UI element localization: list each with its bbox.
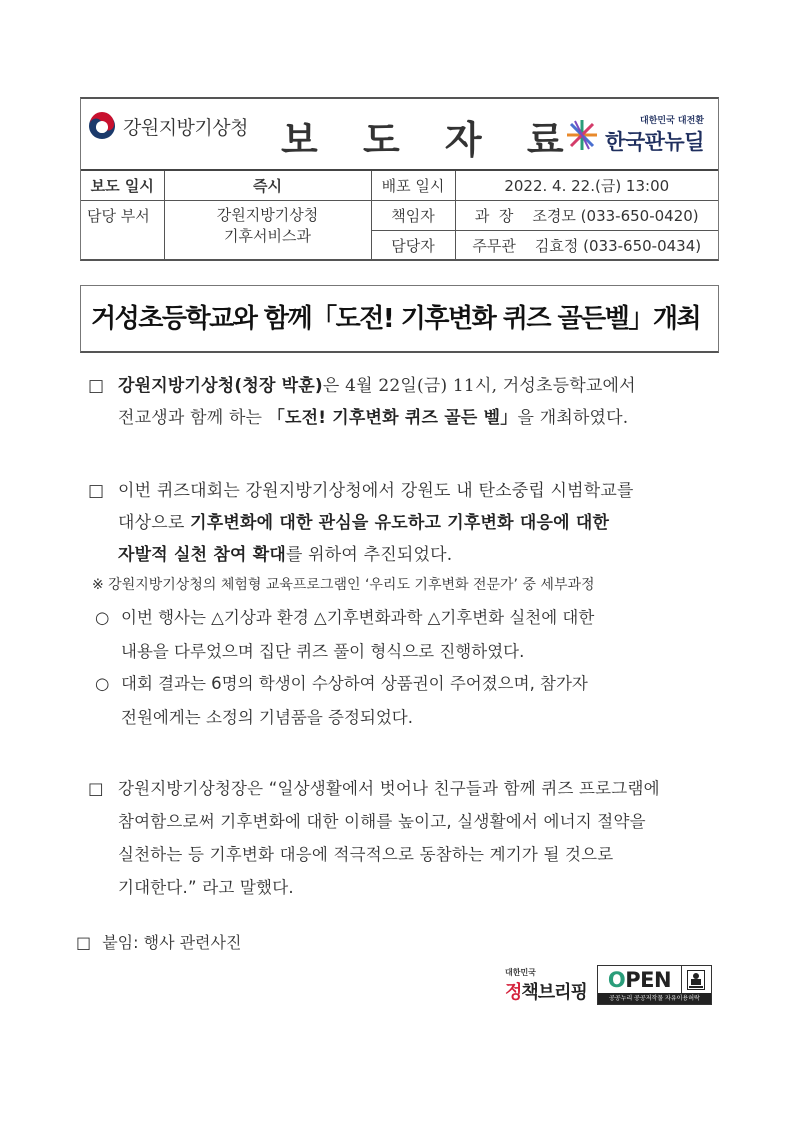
p2-line2-bold: 기후변화에 대한 관심을 유도하고 기후변화 대응에 대한 — [190, 513, 610, 533]
open-rest: PEN — [625, 968, 672, 992]
title-row — [81, 99, 718, 171]
document-title: 보 도 자 료 — [281, 118, 580, 162]
department-value — [164, 201, 371, 261]
p3-line4: 기대한다.” 라고 말했다. — [118, 878, 294, 897]
press-release-header — [80, 97, 719, 261]
sub2-line1: 대회 결과는 6명의 학생이 수상하여 상품권이 주어졌으며, 참가자 — [121, 674, 588, 693]
release-info-table — [81, 171, 718, 261]
square-bullet: □ — [88, 376, 105, 396]
department-label: 담당 부서 — [81, 201, 164, 261]
open-word — [598, 966, 682, 994]
circle-bullet: ○ — [95, 674, 110, 693]
kma-logo — [87, 111, 248, 141]
sub1-line1: 이번 행사는 △기상과 환경 △기후변화과학 △기후변화 실천에 대한 — [121, 608, 595, 627]
circle-bullet: ○ — [95, 608, 110, 627]
p1-text2: 전교생과 함께 하는 — [118, 408, 268, 428]
staff-value: 주무관 김효정 (033-650-0434) — [455, 231, 718, 261]
paragraph-3 — [88, 772, 738, 904]
p1-bold-event: 「도전! 기후변화 퀴즈 골든 벨」 — [267, 408, 518, 428]
p2-line2-pre: 대상으로 — [118, 513, 191, 533]
policy-briefing-logo — [505, 967, 587, 1004]
attachment-text: 붙임: 행사 관련사진 — [102, 933, 242, 952]
attribution-person-icon — [682, 966, 711, 994]
p1-bold-agency: 강원지방기상청(청장 박훈) — [118, 376, 323, 396]
new-deal-star-icon — [565, 118, 599, 152]
p1-text1: 은 4월 22일(금) 11시, 거성초등학교에서 — [322, 376, 636, 396]
sub1-line2: 내용을 다루었으며 집단 퀴즈 풀이 형식으로 진행하였다. — [121, 642, 525, 661]
p1-text3: 을 개최하였다. — [517, 408, 629, 428]
attachment-note — [76, 930, 241, 953]
headline-box — [80, 285, 719, 353]
open-license-caption: 공공누리 공공저작물 자유이용허락 — [598, 993, 711, 1004]
open-o: O — [607, 968, 626, 992]
square-bullet: □ — [76, 933, 92, 952]
new-deal-tagline: 대한민국 대전환 — [640, 116, 704, 126]
manager-value: 과 장 조경모 (033-650-0420) — [455, 201, 718, 231]
square-bullet: □ — [88, 481, 105, 501]
staff-label: 담당자 — [371, 231, 455, 261]
policy-briefing-rest: 책브리핑 — [521, 981, 587, 1003]
p2-line1: 이번 퀴즈대회는 강원지방기상청에서 강원도 내 탄소중립 시범학교를 — [118, 481, 634, 501]
footer-logos — [505, 965, 712, 1005]
manager-label: 책임자 — [371, 201, 455, 231]
paragraph-2 — [88, 475, 738, 571]
taegeuk-emblem-icon — [87, 111, 117, 141]
agency-name: 강원지방기상청 — [123, 116, 248, 139]
paragraph-1 — [88, 370, 738, 434]
new-deal-name: 한국판뉴딜 — [605, 130, 704, 154]
note: ※ 강원지방기상청의 체험형 교육프로그램인 ‘우리도 기후변화 전문가’ 중 세부과정 — [92, 577, 595, 593]
square-bullet: □ — [88, 779, 104, 798]
department-line1: 강원지방기상청 — [216, 206, 319, 224]
p3-line3: 실천하는 등 기후변화 대응에 적극적으로 동참하는 계기가 될 것으로 — [118, 845, 614, 864]
department-line2: 기후서비스과 — [224, 227, 311, 245]
sub-bullet-2 — [95, 667, 735, 735]
sub2-line2: 전원에게는 소정의 기념품을 증정되었다. — [121, 708, 413, 727]
headline: 거성초등학교와 함께「도전! 기후변화 퀴즈 골든벨」개최 — [91, 304, 701, 334]
release-date-value: 즉시 — [164, 171, 371, 201]
kogl-open-license-badge — [597, 965, 712, 1005]
korean-new-deal-logo — [565, 113, 704, 156]
distribution-date-value: 2022. 4. 22.(금) 13:00 — [455, 171, 718, 201]
distribution-date-label: 배포 일시 — [371, 171, 455, 201]
p2-line3-bold: 자발적 실천 참여 확대 — [118, 545, 286, 565]
sub-bullet-1 — [95, 601, 735, 669]
release-date-label: 보도 일시 — [81, 171, 164, 201]
policy-briefing-name — [505, 978, 587, 1004]
policy-briefing-small: 대한민국 — [505, 967, 536, 977]
p3-line1: 강원지방기상청장은 “일상생활에서 벗어나 친구들과 함께 퀴즈 프로그램에 — [118, 779, 660, 798]
p2-line3-post: 를 위하여 추진되었다. — [285, 545, 453, 565]
p3-line2: 참여함으로써 기후변화에 대한 이해를 높이고, 실생활에서 에너지 절약을 — [118, 812, 646, 831]
policy-briefing-red-char: 정 — [505, 981, 522, 1003]
